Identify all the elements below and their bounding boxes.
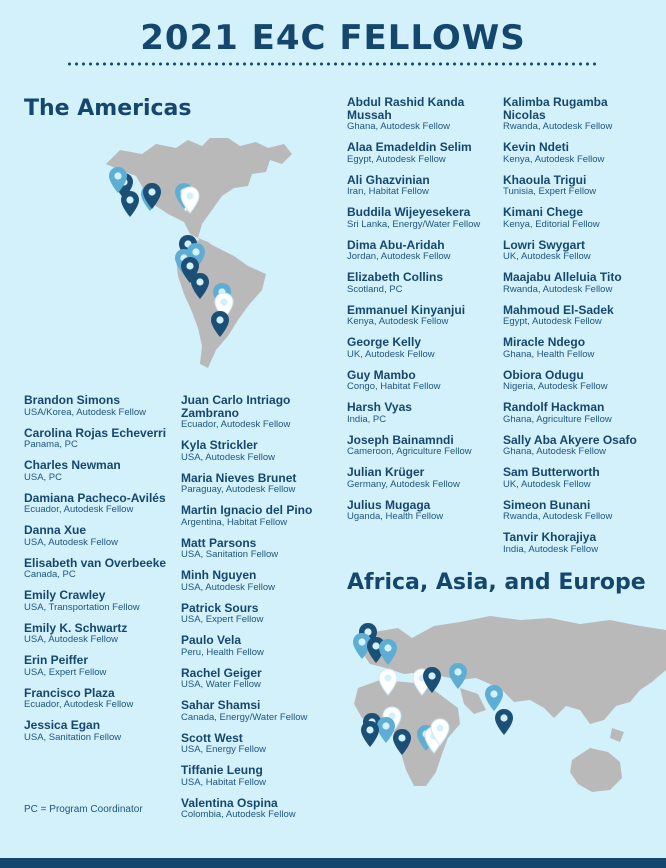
fellow-detail: Jordan, Autodesk Fellow [347, 251, 451, 262]
fellow-name: Francisco Plaza [24, 685, 115, 700]
fellow-detail: Rwanda, Autodesk Fellow [503, 511, 613, 522]
fellow-entry [347, 336, 497, 360]
fellow-detail: Ecuador, Autodesk Fellow [24, 504, 134, 515]
fellow-name: Simeon Bunani [503, 497, 591, 512]
map-pin-icon [190, 272, 210, 300]
fellow-detail: USA, Autodesk Fellow [181, 581, 275, 593]
fellow-detail: India, Autodesk Fellow [503, 543, 599, 555]
fellow-name: Sahar Shamsi [181, 698, 261, 712]
fellows-column-2 [181, 394, 341, 829]
fellow-entry [503, 466, 653, 490]
map-pin-icon [422, 666, 442, 694]
fellow-entry [503, 499, 653, 523]
fellow-entry [503, 174, 653, 198]
fellow-entry [347, 96, 497, 132]
fellow-detail: Paraguay, Autodesk Fellow [181, 484, 296, 495]
fellow-entry [503, 206, 653, 230]
fellow-detail: Kenya, Autodesk Fellow [503, 153, 605, 165]
fellow-name: Matt Parsons [181, 535, 257, 550]
fellow-detail: Rwanda, Autodesk Fellow [503, 283, 613, 295]
fellow-entry [24, 557, 174, 581]
fellow-name: Emmanuel Kinyanjui [347, 302, 466, 317]
fellow-detail: Argentina, Habitat Fellow [181, 516, 288, 528]
fellow-detail: Canada, Energy/Water Fellow [181, 711, 308, 723]
fellow-detail: Kenya, Editorial Fellow [503, 218, 600, 230]
fellow-entry [503, 304, 653, 328]
fellow-detail: UK, Autodesk Fellow [503, 478, 591, 490]
fellow-entry [24, 524, 174, 548]
map-pin-icon [494, 708, 514, 736]
fellow-detail: India, PC [347, 413, 387, 425]
fellow-name: Elizabeth Collins [347, 270, 444, 284]
fellow-detail: Egypt, Autodesk Fellow [503, 316, 602, 327]
fellow-name: Guy Mambo [347, 367, 416, 382]
fellow-name: Scott West [181, 730, 243, 745]
fellow-entry [181, 504, 341, 528]
fellow-name: Kalimba Rugamba Nicolas [503, 95, 608, 122]
fellow-detail: Canada, PC [24, 569, 76, 580]
fellow-entry [347, 174, 497, 198]
fellow-detail: Ecuador, Autodesk Fellow [24, 699, 134, 710]
fellow-name: Abdul Rashid Kanda Mussah [347, 95, 465, 122]
fellow-entry [181, 699, 341, 723]
fellow-detail: UK, Autodesk Fellow [347, 348, 435, 360]
fellow-detail: USA, Autodesk Fellow [24, 536, 118, 548]
fellow-name: Tanvir Khorajiya [503, 530, 597, 544]
fellow-entry [24, 492, 174, 516]
fellow-detail: USA, Expert Fellow [24, 666, 107, 678]
fellow-detail: Ghana, Autodesk Fellow [503, 446, 606, 457]
fellow-name: Erin Peiffer [24, 653, 89, 667]
fellows-column-4 [503, 96, 653, 564]
fellow-detail: Nigeria, Autodesk Fellow [503, 381, 608, 392]
fellow-entry [347, 271, 497, 295]
fellow-name: Julian Krüger [347, 465, 425, 479]
fellow-detail: USA, PC [24, 471, 63, 483]
map-pin-icon [142, 182, 162, 210]
fellow-name: Khaoula Trigui [503, 172, 587, 187]
fellow-detail: USA, Autodesk Fellow [181, 451, 275, 463]
fellow-entry [181, 537, 341, 561]
fellow-entry [24, 394, 174, 418]
map-pin-icon [430, 718, 450, 746]
fellow-name: Carolina Rojas Echeverri [24, 425, 167, 440]
fellow-name: Julius Mugaga [347, 497, 431, 512]
fellow-name: Alaa Emadeldin Selim [347, 140, 472, 154]
fellow-detail: Uganda, Health Fellow [347, 511, 444, 522]
fellow-entry [503, 336, 653, 360]
fellow-entry [24, 687, 174, 711]
fellow-name: Randolf Hackman [503, 400, 605, 414]
fellow-entry [347, 304, 497, 328]
fellow-entry [347, 499, 497, 523]
fellow-name: Miracle Ndego [503, 335, 586, 349]
fellow-entry [503, 369, 653, 393]
map-pin-icon [378, 638, 398, 666]
fellow-name: Kyla Strickler [181, 438, 258, 452]
fellow-entry [347, 141, 497, 165]
fellow-entry [181, 439, 341, 463]
fellow-name: Dima Abu-Aridah [347, 237, 445, 252]
region-heading-africa-asia-europe: Africa, Asia, and Europe [347, 570, 646, 595]
fellow-detail: Iran, Habitat Fellow [347, 186, 429, 197]
fellow-detail: Ghana, Autodesk Fellow [347, 121, 450, 132]
fellow-name: Martin Ignacio del Pino [181, 503, 313, 517]
fellow-entry [181, 634, 341, 658]
fellow-name: Juan Carlo Intriago Zambrano [181, 393, 291, 420]
fellow-detail: Scotland, PC [347, 283, 403, 295]
fellow-name: Lowri Swygart [503, 237, 586, 252]
fellow-name: Emily K. Schwartz [24, 620, 128, 635]
fellow-detail: Kenya, Autodesk Fellow [347, 316, 449, 327]
fellow-name: Sally Aba Akyere Osafo [503, 432, 637, 447]
fellow-name: Tiffanie Leung [181, 763, 263, 777]
fellow-name: Valentina Ospina [181, 795, 278, 810]
fellow-name: Mahmoud El-Sadek [503, 302, 614, 317]
fellow-detail: Colombia, Autodesk Fellow [181, 809, 296, 820]
fellow-name: George Kelly [347, 335, 422, 349]
fellow-entry [24, 622, 174, 646]
map-pin-icon [120, 190, 140, 218]
fellows-column-3 [347, 96, 497, 531]
fellow-name: Maajabu Alleluia Tito [503, 270, 622, 284]
fellow-entry [24, 654, 174, 678]
fellow-detail: Ghana, Agriculture Fellow [503, 413, 612, 425]
legend-note: PC = Program Coordinator [24, 804, 143, 815]
region-heading-americas: The Americas [24, 96, 192, 121]
fellow-detail: Egypt, Autodesk Fellow [347, 153, 446, 165]
fellow-entry [503, 434, 653, 458]
fellow-name: Emily Crawley [24, 588, 106, 602]
fellow-name: Kevin Ndeti [503, 140, 570, 154]
fellow-name: Sam Butterworth [503, 465, 600, 479]
map-pin-icon [378, 668, 398, 696]
footer-bar [0, 858, 666, 868]
fellow-detail: Peru, Health Fellow [181, 646, 264, 658]
fellow-detail: USA, Water Fellow [181, 679, 261, 690]
dotted-divider [66, 62, 600, 66]
fellow-name: Charles Newman [24, 458, 121, 472]
fellow-entry [503, 401, 653, 425]
fellow-name: Danna Xue [24, 523, 87, 537]
fellow-entry [347, 206, 497, 230]
fellow-detail: USA, Autodesk Fellow [24, 634, 118, 645]
fellow-detail: USA, Energy Fellow [181, 744, 267, 755]
fellow-entry [24, 589, 174, 613]
fellow-detail: USA, Expert Fellow [181, 614, 264, 625]
fellow-entry [24, 459, 174, 483]
fellow-name: Jessica Egan [24, 718, 101, 732]
fellow-entry [503, 239, 653, 263]
fellow-detail: Cameroon, Agriculture Fellow [347, 446, 472, 457]
fellow-name: Elisabeth van Overbeeke [24, 555, 167, 570]
page-title: 2021 E4C FELLOWS [140, 18, 526, 58]
fellow-detail: Tunisia, Expert Fellow [503, 186, 597, 197]
fellow-name: Obiora Odugu [503, 367, 584, 382]
fellow-entry [24, 719, 174, 743]
fellows-column-1 [24, 394, 174, 752]
fellow-name: Kimani Chege [503, 205, 584, 219]
fellow-entry [181, 764, 341, 788]
fellow-entry [181, 472, 341, 496]
fellow-entry [503, 271, 653, 295]
map-pin-icon [448, 662, 468, 690]
map-pin-icon [210, 310, 230, 338]
map-pin-icon [180, 186, 200, 214]
fellow-detail: USA, Habitat Fellow [181, 776, 267, 788]
fellow-entry [181, 667, 341, 691]
map-pin-icon [360, 720, 380, 748]
fellow-entry [347, 369, 497, 393]
fellow-entry [181, 394, 341, 430]
fellow-name: Patrick Sours [181, 600, 259, 615]
fellow-entry [24, 427, 174, 451]
fellow-name: Minh Nguyen [181, 568, 257, 582]
fellow-detail: Rwanda, Autodesk Fellow [503, 121, 613, 132]
fellow-detail: Ghana, Health Fellow [503, 348, 595, 360]
fellow-entry [181, 797, 341, 821]
fellow-detail: Germany, Autodesk Fellow [347, 478, 460, 490]
fellow-name: Rachel Geiger [181, 665, 262, 680]
fellow-entry [181, 732, 341, 756]
fellow-name: Brandon Simons [24, 393, 121, 407]
fellow-detail: Panama, PC [24, 439, 78, 450]
fellow-entry [503, 96, 653, 132]
fellow-detail: USA, Sanitation Fellow [181, 549, 279, 560]
fellow-detail: USA, Transportation Fellow [24, 601, 140, 613]
fellow-entry [181, 569, 341, 593]
fellow-name: Ali Ghazvinian [347, 172, 430, 187]
fellow-name: Paulo Vela [181, 633, 242, 647]
fellow-entry [347, 401, 497, 425]
map-pin-icon [392, 728, 412, 756]
fellow-name: Harsh Vyas [347, 400, 412, 414]
fellow-entry [347, 466, 497, 490]
fellow-entry [347, 434, 497, 458]
fellow-name: Damiana Pacheco-Avilés [24, 490, 166, 505]
fellow-detail: USA, Sanitation Fellow [24, 731, 122, 743]
fellow-name: Buddila Wijeyesekera [347, 205, 471, 219]
fellow-detail: UK, Autodesk Fellow [503, 251, 591, 262]
fellow-entry [503, 531, 653, 555]
fellow-detail: Ecuador, Autodesk Fellow [181, 419, 291, 430]
fellow-detail: USA/Korea, Autodesk Fellow [24, 406, 146, 418]
fellow-entry [347, 239, 497, 263]
fellow-name: Maria Nieves Brunet [181, 470, 297, 485]
fellow-entry [181, 602, 341, 626]
fellow-entry [503, 141, 653, 165]
fellow-detail: Sri Lanka, Energy/Water Fellow [347, 218, 481, 230]
fellow-name: Joseph Bainamndi [347, 432, 454, 447]
fellow-detail: Congo, Habitat Fellow [347, 381, 441, 392]
